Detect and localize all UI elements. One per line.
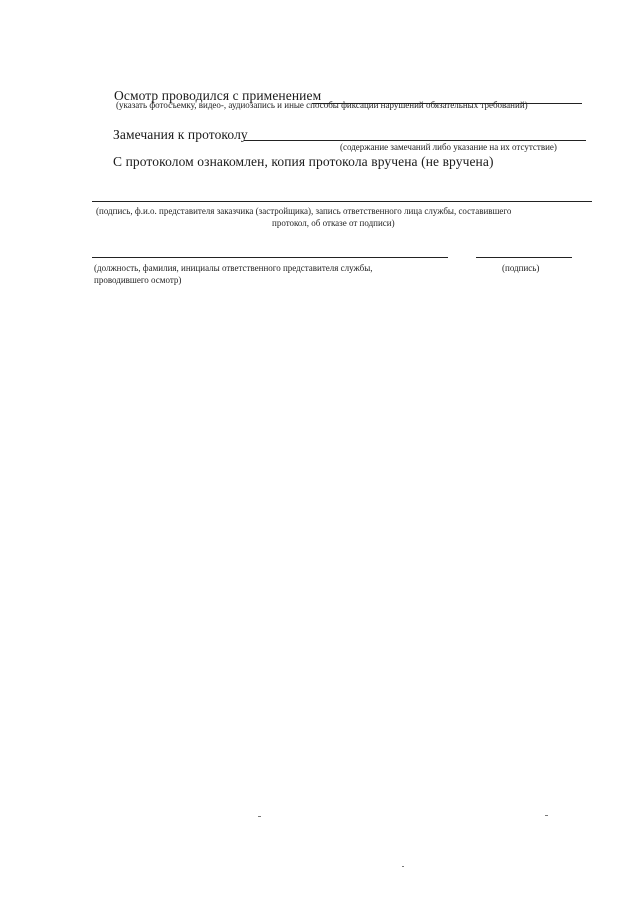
remarks-caption: (содержание замечаний либо указание на их отсутствие) <box>340 142 557 152</box>
customer-signature-caption-2: протокол, об отказе от подписи) <box>272 218 395 228</box>
official-position-caption-1: (должность, фамилия, инициалы ответственного представителя службы, <box>94 263 373 273</box>
scan-speck <box>258 816 261 817</box>
remarks-label: Замечания к протоколу <box>113 127 248 142</box>
official-signature-line <box>476 257 572 258</box>
scan-speck <box>545 815 548 816</box>
official-position-caption-2: проводившего осмотр) <box>94 275 182 285</box>
remarks-fill-line <box>244 140 586 141</box>
acquainted-statement: С протоколом ознакомлен, копия протокола вручена (не вручена) <box>113 154 494 169</box>
official-position-line <box>92 257 448 258</box>
customer-signature-line <box>92 201 592 202</box>
inspection-label: Осмотр проводился с применением <box>114 88 322 103</box>
scan-speck <box>402 866 404 867</box>
official-signature-caption: (подпись) <box>502 263 540 273</box>
inspection-caption: (указать фотосъемку, видео-, аудиозапись и иные способы фиксации нарушений обязательных требований) <box>116 100 528 110</box>
customer-signature-caption-1: (подпись, ф.и.о. представителя заказчика (застройщика), запись ответственного лица службы, составившего <box>96 206 512 216</box>
